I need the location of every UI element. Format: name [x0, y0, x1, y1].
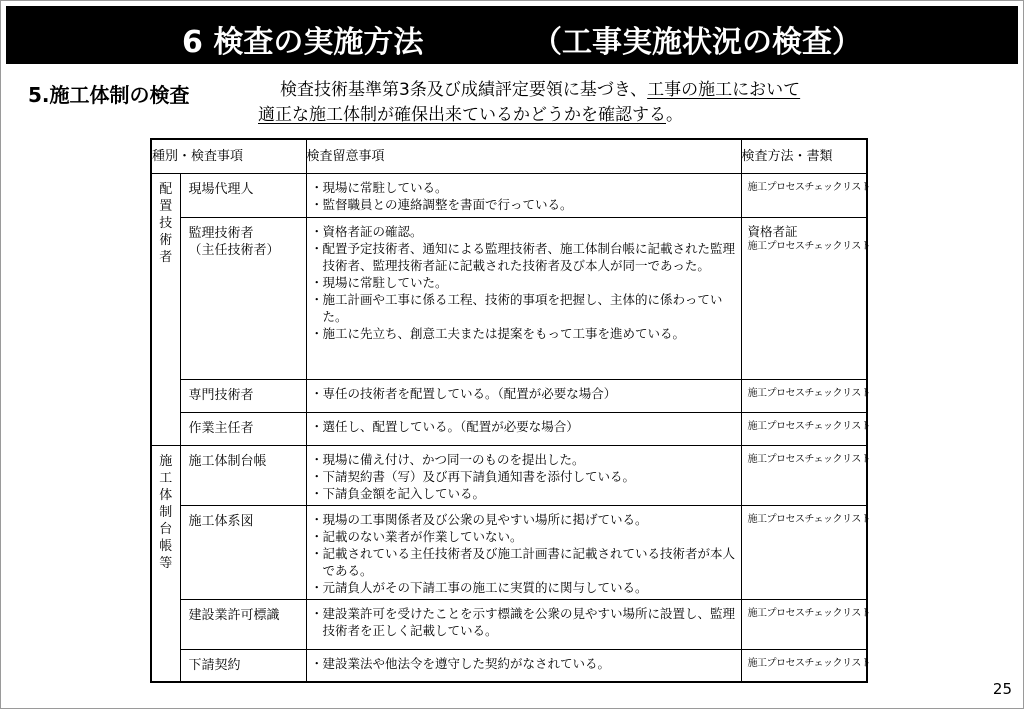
- point-text: 現場の工事関係者及び公衆の見やすい場所に掲げている。: [322, 512, 648, 527]
- group-label-char: 体: [159, 488, 173, 503]
- point-item: [311, 325, 737, 342]
- description-underlined: 工事の施工において: [647, 80, 801, 100]
- method-document: 施工プロセスチェックリスト: [747, 241, 871, 252]
- description-line-2: [258, 104, 683, 126]
- inspection-item: 専門技術者: [180, 380, 306, 413]
- inspection-method: [741, 218, 871, 380]
- group-label-char: 術: [159, 233, 173, 248]
- bullet-icon: ・: [310, 546, 324, 561]
- point-item: [311, 579, 737, 596]
- bullet-icon: ・: [310, 326, 324, 341]
- method-document: 施工プロセスチェックリスト: [747, 388, 871, 399]
- bullet-icon: ・: [310, 469, 324, 484]
- inspection-points: [306, 446, 741, 506]
- group-label-char: 置: [159, 199, 173, 214]
- method-document: 施工プロセスチェックリスト: [747, 658, 871, 669]
- point-text: 記載されている主任技術者及び施工計画書に記載されている技術者が本人である。: [322, 546, 736, 578]
- bullet-icon: ・: [310, 512, 324, 527]
- point-item: [311, 545, 737, 579]
- inspection-table: [150, 138, 871, 683]
- point-item: [311, 655, 737, 672]
- title-bar: [6, 6, 1018, 64]
- inspection-method: [741, 174, 871, 218]
- inspection-points: [306, 506, 741, 600]
- method-document: 施工プロセスチェックリスト: [747, 421, 871, 432]
- group-label-char: 工: [159, 471, 173, 486]
- section-title: 5.施工体制の検査: [28, 83, 190, 107]
- inspection-method: [741, 506, 871, 600]
- point-item: [311, 528, 737, 545]
- table-header-row: [151, 139, 867, 174]
- inspection-item: 建設業許可標識: [180, 600, 306, 650]
- description-underlined: 適正な施工体制が確保出来ているかどうかを確認する: [258, 105, 666, 125]
- point-item: [311, 605, 737, 639]
- inspection-method: [741, 600, 871, 650]
- bullet-icon: ・: [310, 386, 324, 401]
- group-label-char: 制: [159, 505, 173, 520]
- table-row: [151, 174, 867, 218]
- point-text: 下請契約書（写）及び再下請負通知書を添付している。: [322, 469, 636, 484]
- table-row: [151, 380, 867, 413]
- point-text: 施工計画や工事に係る工程、技術的事項を把握し、主体的に係わっていた。: [322, 292, 723, 324]
- header-points: 検査留意事項: [306, 139, 741, 174]
- bullet-icon: ・: [310, 197, 324, 212]
- inspection-item: 施工体系図: [180, 506, 306, 600]
- point-item: [311, 485, 737, 502]
- table-row: [151, 446, 867, 506]
- point-text: 建設業法や他法令を遵守した契約がなされている。: [322, 656, 611, 671]
- inspection-method: [741, 446, 871, 506]
- point-text: 元請負人がその下請工事の施工に実質的に関与している。: [322, 580, 648, 595]
- bullet-icon: ・: [310, 419, 324, 434]
- bullet-icon: ・: [310, 656, 324, 671]
- table-row: [151, 218, 867, 380]
- header-method: 検査方法・書類: [741, 139, 867, 174]
- inspection-item: 下請契約: [180, 650, 306, 682]
- inspection-method: [741, 413, 871, 446]
- bullet-icon: ・: [310, 292, 324, 307]
- method-document: 施工プロセスチェックリスト: [747, 454, 871, 465]
- bullet-icon: ・: [310, 529, 324, 544]
- point-text: 専任の技術者を配置している。（配置が必要な場合）: [322, 386, 617, 401]
- point-item: [311, 223, 737, 240]
- table-row: [151, 600, 867, 650]
- inspection-points: [306, 174, 741, 218]
- inspection-points: [306, 600, 741, 650]
- table-row: [151, 650, 867, 682]
- inspection-item: 現場代理人: [180, 174, 306, 218]
- method-document: 資格者証: [747, 224, 798, 239]
- point-item: [311, 468, 737, 485]
- point-item: [311, 418, 737, 435]
- group-label-char: 施: [159, 454, 173, 469]
- point-item: [311, 451, 737, 468]
- point-item: [311, 511, 737, 528]
- group-label-char: 技: [159, 216, 173, 231]
- point-text: 現場に常駐していた。: [322, 275, 448, 290]
- group-label-char: 帳: [159, 539, 173, 554]
- group-label: [151, 446, 180, 682]
- bullet-icon: ・: [310, 580, 324, 595]
- table-row: [151, 413, 867, 446]
- inspection-method: [741, 650, 871, 682]
- inspection-item: 施工体制台帳: [180, 446, 306, 506]
- description-text: 検査技術基準第3条及び成績評定要領に基づき、: [280, 80, 648, 100]
- point-text: 下請負金額を記入している。: [322, 486, 486, 501]
- point-text: 現場に備え付け、かつ同一のものを提出した。: [322, 452, 585, 467]
- bullet-icon: ・: [310, 180, 324, 195]
- method-document: 施工プロセスチェックリスト: [747, 182, 871, 193]
- inspection-item: 監理技術者 （主任技術者）: [180, 218, 306, 380]
- bullet-icon: ・: [310, 606, 324, 621]
- page-number: 25: [992, 680, 1012, 698]
- point-item: [311, 385, 737, 402]
- group-label-char: 等: [159, 556, 173, 571]
- point-item: [311, 240, 737, 274]
- point-text: 資格者証の確認。: [322, 224, 423, 239]
- method-document: 施工プロセスチェックリスト: [747, 608, 871, 619]
- bullet-icon: ・: [310, 241, 324, 256]
- inspection-points: [306, 380, 741, 413]
- inspection-item: 作業主任者: [180, 413, 306, 446]
- point-text: 配置予定技術者、通知による監理技術者、施工体制台帳に記載された監理技術者、監理技術者証に記載された技術者及び本人が同一であった。: [322, 241, 736, 273]
- point-text: 建設業許可を受けたことを示す標識を公衆の見やすい場所に設置し、監理技術者を正しく記載している。: [322, 606, 736, 638]
- group-label-char: 者: [159, 250, 173, 265]
- point-item: [311, 274, 737, 291]
- method-document: 施工プロセスチェックリスト: [747, 514, 871, 525]
- point-text: 監督職員との連絡調整を書面で行っている。: [322, 197, 573, 212]
- slide-subtitle: （工事実施状況の検査）: [532, 25, 862, 60]
- inspection-points: [306, 650, 741, 682]
- point-text: 現場に常駐している。: [322, 180, 448, 195]
- point-item: [311, 179, 737, 196]
- inspection-method: [741, 380, 871, 413]
- group-label: [151, 174, 180, 446]
- point-text: 施工に先立ち、創意工夫または提案をもって工事を進めている。: [322, 326, 686, 341]
- point-text: 記載のない業者が作業していない。: [322, 529, 523, 544]
- description-text: 。: [666, 105, 683, 125]
- point-item: [311, 196, 737, 213]
- inspection-points: [306, 218, 741, 380]
- point-item: [311, 291, 737, 325]
- bullet-icon: ・: [310, 224, 324, 239]
- bullet-icon: ・: [310, 275, 324, 290]
- slide-title: 6 検査の実施方法: [182, 25, 424, 60]
- bullet-icon: ・: [310, 486, 324, 501]
- header-category: 種別・検査事項: [151, 139, 306, 174]
- inspection-points: [306, 413, 741, 446]
- table-row: [151, 506, 867, 600]
- description-line-1: [280, 79, 800, 101]
- group-label-char: 台: [159, 522, 173, 537]
- point-text: 選任し、配置している。（配置が必要な場合）: [322, 419, 579, 434]
- group-label-char: 配: [159, 182, 173, 197]
- bullet-icon: ・: [310, 452, 324, 467]
